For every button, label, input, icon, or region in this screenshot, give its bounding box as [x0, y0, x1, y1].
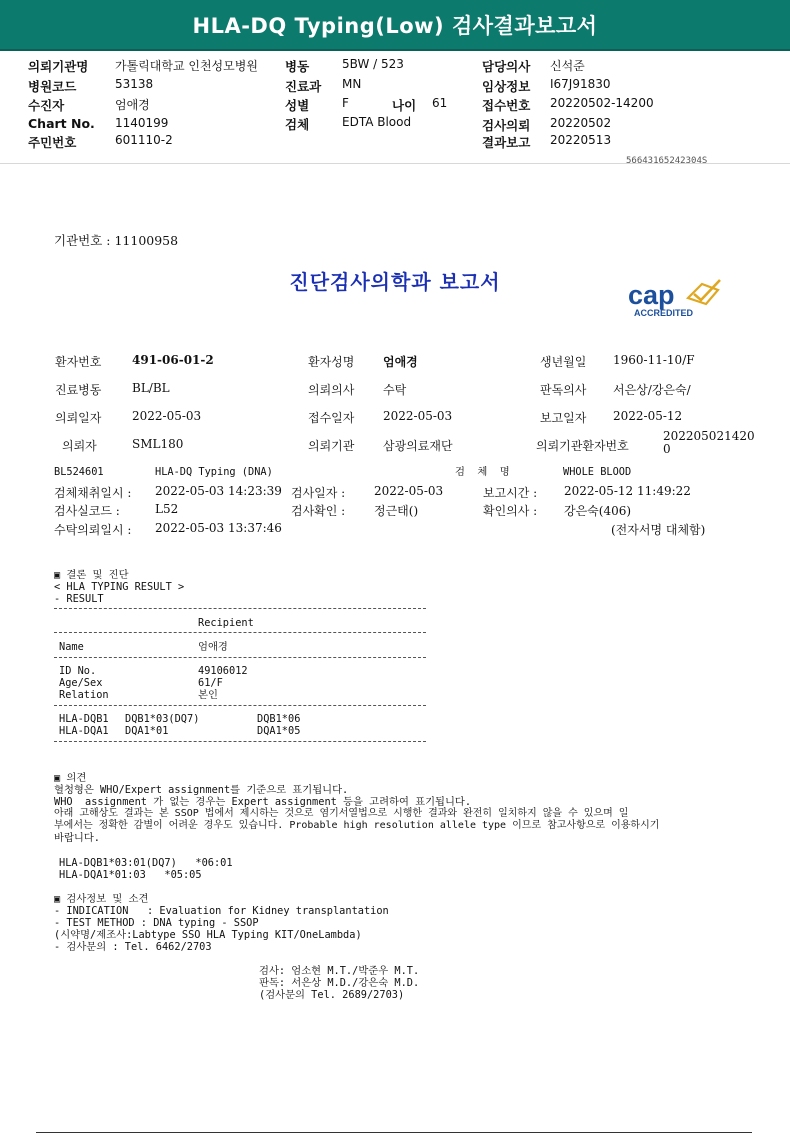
header-label: 수진자 [28, 98, 65, 113]
header-label: 결과보고 [482, 135, 531, 150]
patient-name: 엄애경 [383, 355, 418, 369]
header-label: 임상정보 [482, 79, 531, 94]
header-label: 접수번호 [482, 98, 531, 113]
header-value: F [342, 96, 349, 110]
relation-value: 본인 [198, 689, 218, 701]
opinion-line: 아래 고해상도 결과는 본 SSOP 법에서 제시하는 것으로 염기서열법으로 시행한 결과와 완전히 일치하지 않을 수 있으며 일 [54, 808, 629, 819]
header-value: 20220502 [550, 116, 612, 130]
info-value: 2022-05-12 [613, 409, 683, 423]
info-value: 2022-05-03 [383, 409, 453, 423]
allele-line: HLA-DQA1*01:03 *05:05 [59, 869, 202, 881]
time-label: 검사실코드 : [54, 504, 120, 518]
info-label: 생년월일 [540, 355, 587, 369]
info-label: 진료병동 [55, 383, 102, 397]
name-label: Name [59, 641, 84, 653]
table-rule [54, 741, 426, 742]
header-label: 담당의사 [482, 59, 531, 74]
opinion-line: WHO assignment 가 없는 경우는 Expert assignment 등을 고려하여 표기됩니다. [54, 796, 472, 808]
id-value: 49106012 [198, 665, 248, 677]
locus-allele-1: DQA1*01 [125, 725, 169, 737]
time-label: 확인의사 : [483, 504, 538, 518]
info-label: 의뢰기관 [308, 439, 355, 453]
info-label: 의뢰기관환자번호 [536, 439, 629, 453]
header-value: 20220502-14200 [550, 96, 654, 110]
header-value: 601110-2 [115, 133, 173, 147]
test-name: HLA-DQ Typing (DNA) [155, 466, 273, 478]
locus-allele-2: DQB1*06 [257, 713, 301, 725]
info-value: 2022-05-03 [132, 409, 202, 423]
time-label: 수탁의뢰일시 : [54, 523, 132, 537]
testinfo-heading: ▣ 검사정보 및 소견 [54, 893, 149, 905]
time-value: L52 [155, 502, 179, 516]
testinfo-line: - TEST METHOD : DNA typing - SSOP [54, 917, 259, 929]
specimen-value: WHOLE BLOOD [563, 466, 632, 478]
testinfo-line: - 검사문의 : Tel. 6462/2703 [54, 941, 212, 953]
header-value: 1140199 [115, 116, 169, 130]
table-rule [54, 657, 426, 658]
table-rule [54, 632, 426, 633]
header-label: 성별 [285, 98, 310, 113]
info-value: 1960-11-10/F [613, 353, 695, 367]
cropped-barcode-text: 56643165242304S [626, 156, 708, 166]
header-label: 진료과 [285, 79, 322, 94]
table-rule [54, 608, 426, 609]
testinfo-line: (시약명/제조사:Labtype SSO HLA Typing KIT/OneLambda) [54, 929, 362, 941]
recipient-name: 엄애경 [198, 641, 228, 653]
header-value: 엄애경 [115, 98, 150, 112]
agesex-value: 61/F [198, 677, 223, 689]
header-value: 61 [432, 96, 448, 110]
info-value: 202205021420 0 [663, 429, 755, 456]
locus-allele-1: DQB1*03(DQ7) [125, 713, 200, 725]
conclusion-heading: ▣ 결론 및 진단 [54, 569, 129, 581]
header-label: Chart No. [28, 116, 95, 131]
info-label: 의뢰자 [62, 439, 97, 453]
info-label: 환자번호 [55, 355, 102, 369]
info-value: 서은상/강은숙/ [613, 383, 691, 397]
info-label: 의뢰의사 [308, 383, 355, 397]
locus-name: HLA-DQB1 [59, 713, 109, 725]
cap-accredited-logo [626, 276, 726, 320]
time-value: 2022-05-03 13:37:46 [155, 521, 282, 535]
time-value: 2022-05-03 [374, 484, 444, 498]
header-label: 의뢰기관명 [28, 59, 89, 74]
header-label: 검사의뢰 [482, 118, 531, 133]
signature-line: (검사문의 Tel. 2689/2703) [259, 989, 405, 1001]
testinfo-line: - INDICATION : Evaluation for Kidney transplantation [54, 905, 389, 917]
header-value: MN [342, 77, 362, 91]
info-value: 수탁 [383, 383, 407, 397]
header-value: 20220513 [550, 133, 612, 147]
info-value: 삼광의료재단 [383, 439, 453, 453]
patient-number: 491-06-01-2 [132, 353, 214, 367]
time-value: 2022-05-12 11:49:22 [564, 484, 691, 498]
report-banner [0, 0, 790, 51]
locus-name: HLA-DQA1 [59, 725, 109, 737]
header-label: 주민번호 [28, 135, 77, 150]
banner-title: HLA-DQ Typing(Low) 검사결과보고서 [192, 14, 598, 38]
header-value: 가톨릭대학교 인천성모병원 [115, 59, 258, 73]
specimen-label: 검 체 명 [455, 466, 510, 478]
specimen-code: BL524601 [54, 466, 104, 478]
signature-line: 검사: 엄소현 M.T./박준우 M.T. [259, 965, 420, 977]
relation-label: Relation [59, 689, 109, 701]
page-footer-rule [36, 1132, 752, 1133]
locus-allele-2: DQA1*05 [257, 725, 301, 737]
esign-note: (전자서명 대체함) [611, 523, 706, 537]
report-title: 진단검사의학과 보고서 [289, 270, 501, 294]
header-label: 병원코드 [28, 79, 77, 94]
time-value: 강은숙(406) [564, 504, 632, 518]
agesex-label: Age/Sex [59, 677, 103, 689]
header-value: I67J91830 [550, 77, 611, 91]
header-value: EDTA Blood [342, 115, 412, 129]
recipient-header: Recipient [198, 617, 254, 629]
typing-title: < HLA TYPING RESULT > [54, 581, 185, 593]
header-label: 병동 [285, 59, 310, 74]
info-value: BL/BL [132, 381, 170, 395]
allele-line: HLA-DQB1*03:01(DQ7) *06:01 [59, 857, 233, 869]
opinion-line: 바랍니다. [54, 832, 100, 844]
signature-line: 판독: 서은상 M.D./강은숙 M.D. [259, 977, 420, 989]
header-label: 검체 [285, 117, 310, 132]
header-label: 나이 [392, 98, 417, 113]
opinion-line: 부에서는 정확한 감별이 어려운 경우도 있습니다. Probable high resolution allele type 이므로 참고사항으로 이용하시기 [54, 820, 660, 831]
table-rule [54, 705, 426, 706]
time-value: 2022-05-03 14:23:39 [155, 484, 282, 498]
opinion-heading: ▣ 의견 [54, 772, 87, 784]
time-label: 보고시간 : [483, 486, 538, 500]
time-value: 정근태() [374, 504, 419, 518]
time-label: 검사일자 : [291, 486, 346, 500]
info-label: 의뢰일자 [55, 411, 102, 425]
info-label: 판독의사 [540, 383, 587, 397]
header-value: 5BW / 523 [342, 57, 404, 71]
info-label: 보고일자 [540, 411, 587, 425]
time-label: 검체채취일시 : [54, 486, 132, 500]
opinion-line: 혈청형은 WHO/Expert assignment를 기준으로 표기됩니다. [54, 784, 349, 796]
info-value: SML180 [132, 437, 184, 451]
id-label: ID No. [59, 665, 97, 677]
info-label: 접수일자 [308, 411, 355, 425]
svg-text:cap: cap [628, 280, 675, 310]
header-value: 53138 [115, 77, 154, 91]
info-label: 환자성명 [308, 355, 355, 369]
header-value: 신석준 [550, 59, 585, 73]
svg-text:ACCREDITED: ACCREDITED [634, 308, 694, 318]
time-label: 검사확인 : [291, 504, 346, 518]
result-label: - RESULT [54, 593, 104, 605]
institution-number: 기관번호 : 11100958 [54, 233, 179, 248]
